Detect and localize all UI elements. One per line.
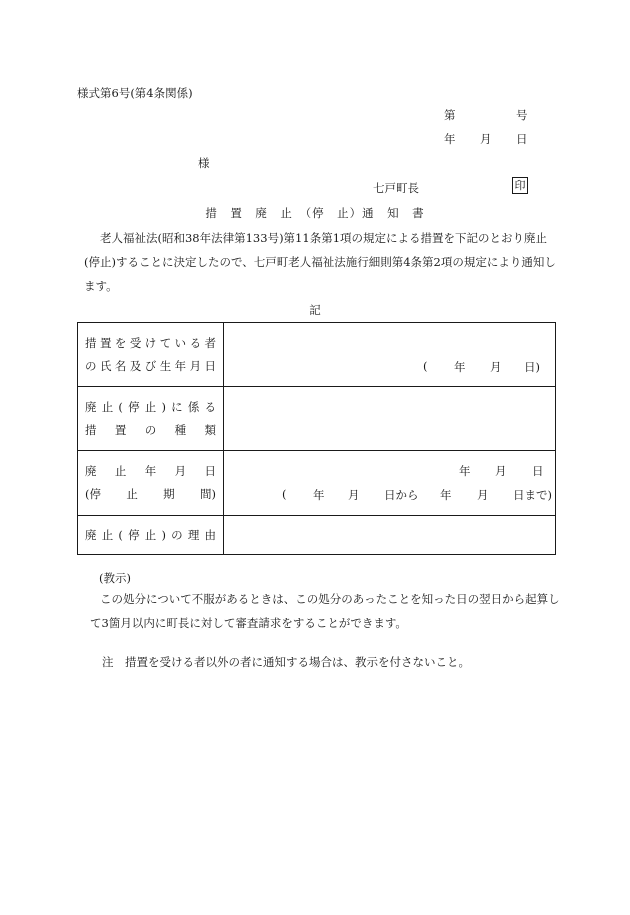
label-char: ): [161, 527, 166, 542]
label-char: 期: [163, 487, 175, 501]
value-recipient[interactable]: [224, 323, 556, 387]
label-char: け: [144, 335, 157, 350]
addressee-honorific: 様: [198, 156, 210, 170]
period-paren-open: (: [282, 487, 287, 501]
label-char: て: [159, 335, 172, 350]
label-char: 廃: [85, 464, 97, 478]
label-char: 止: [114, 464, 127, 478]
period-end-month-label: 月: [477, 488, 489, 502]
label-char: 置: [99, 335, 112, 350]
body-paragraph: [84, 226, 559, 298]
label-char: 止: [101, 527, 114, 542]
label-char: の: [85, 358, 97, 373]
birth-day-label: 日): [524, 360, 540, 374]
document-number-suffix: 号: [516, 108, 528, 122]
label-char: 受: [129, 335, 142, 350]
label-line: [85, 524, 216, 547]
period-start-month-label: 月: [348, 488, 360, 502]
label-abolition-date: [78, 451, 224, 516]
label-char: 止: [126, 487, 138, 501]
period-start-day-label: 日から: [384, 488, 419, 502]
table-row-abolition-date: [78, 451, 556, 516]
value-reason[interactable]: [224, 516, 556, 555]
label-char: (: [118, 399, 123, 414]
birth-year-label: 年: [454, 360, 466, 374]
label-char: 日: [204, 358, 216, 373]
label-char: る: [204, 399, 216, 414]
period-start-year-label: 年: [313, 488, 325, 502]
abolition-day-label: 日: [532, 464, 544, 478]
birth-paren-open: (: [423, 359, 428, 373]
issuer-name: 七戸町長: [373, 181, 419, 195]
label-char: 年: [144, 464, 157, 478]
label-line: [85, 396, 216, 419]
label-char: 止: [101, 399, 114, 414]
label-char: 係: [187, 399, 200, 414]
label-char: の: [144, 422, 157, 437]
label-line: [85, 483, 216, 506]
note-text: 注 措置を受ける者以外の者に通知する場合は、教示を付さないこと。: [102, 655, 470, 669]
value-abolition-date[interactable]: [224, 451, 556, 516]
label-char: 措: [85, 335, 97, 350]
label-char: 年: [174, 358, 187, 373]
label-char: 者: [204, 335, 216, 350]
label-char: い: [174, 335, 187, 350]
label-char: 名: [114, 358, 127, 373]
label-char: る: [189, 335, 202, 350]
label-recipient: [78, 323, 224, 387]
label-line: [85, 355, 216, 378]
label-char: に: [171, 399, 183, 414]
label-char: 種: [174, 422, 187, 437]
label-char: (: [118, 527, 123, 542]
label-char: 廃: [85, 399, 97, 414]
period-end-year-label: 年: [440, 488, 452, 502]
label-char: 止: [144, 399, 157, 414]
label-char: 由: [204, 527, 216, 542]
kyouji-heading: (教示): [99, 571, 131, 585]
label-char: 理: [187, 527, 200, 542]
label-char: 及: [129, 358, 142, 373]
label-char: 月: [189, 358, 202, 373]
value-measure-type[interactable]: [224, 387, 556, 451]
seal-stamp: 印: [512, 177, 528, 194]
date-year-label: 年: [444, 132, 456, 146]
details-table: [77, 322, 556, 555]
label-line: [85, 419, 216, 442]
label-char: 廃: [85, 527, 97, 542]
form-number-label: 様式第6号(第4条関係): [77, 86, 193, 100]
birth-month-label: 月: [490, 360, 502, 374]
label-char: 間): [199, 487, 216, 501]
kyouji-text: この処分について不服があるときは、この処分のあったことを知った日の翌日から起算して3箇月以内に町長に対して審査請求をすることができます。: [90, 592, 560, 630]
label-char: び: [144, 358, 157, 373]
label-char: の: [171, 527, 183, 542]
table-row-reason: [78, 516, 556, 555]
label-char: 氏: [99, 358, 112, 373]
label-char: ): [161, 399, 166, 414]
document-number-prefix: 第: [444, 108, 456, 122]
label-char: 停: [128, 527, 140, 542]
period-end-day-label: 日まで): [513, 488, 552, 502]
label-char: 日: [204, 464, 216, 478]
label-char: 停: [128, 399, 140, 414]
label-reason: [78, 516, 224, 555]
label-measure-type: [78, 387, 224, 451]
label-char: 置: [114, 422, 127, 437]
label-char: 措: [85, 422, 97, 437]
abolition-month-label: 月: [495, 464, 507, 478]
label-char: を: [114, 335, 127, 350]
label-line: [85, 460, 216, 483]
ki-heading: 記: [309, 303, 321, 317]
kyouji-paragraph: [90, 587, 560, 635]
label-char: 類: [204, 422, 216, 437]
label-char: 月: [174, 464, 187, 478]
document-title: 措 置 廃 止 （停 止）通 知 書: [205, 206, 425, 220]
date-day-label: 日: [516, 132, 528, 146]
body-paragraph-text: 老人福祉法(昭和38年法律第133号)第11条第1項の規定による措置を下記のとおり廃止(停止)することに決定したので、七戸町老人福祉法施行細則第4条第2項の規定により通知します。: [84, 231, 556, 293]
label-char: (停: [85, 487, 101, 501]
label-char: 生: [159, 358, 172, 373]
table-row-recipient: [78, 323, 556, 387]
label-char: 止: [144, 527, 157, 542]
abolition-year-label: 年: [459, 464, 471, 478]
label-line: [85, 332, 216, 355]
date-month-label: 月: [480, 132, 492, 146]
table-row-measure-type: [78, 387, 556, 451]
